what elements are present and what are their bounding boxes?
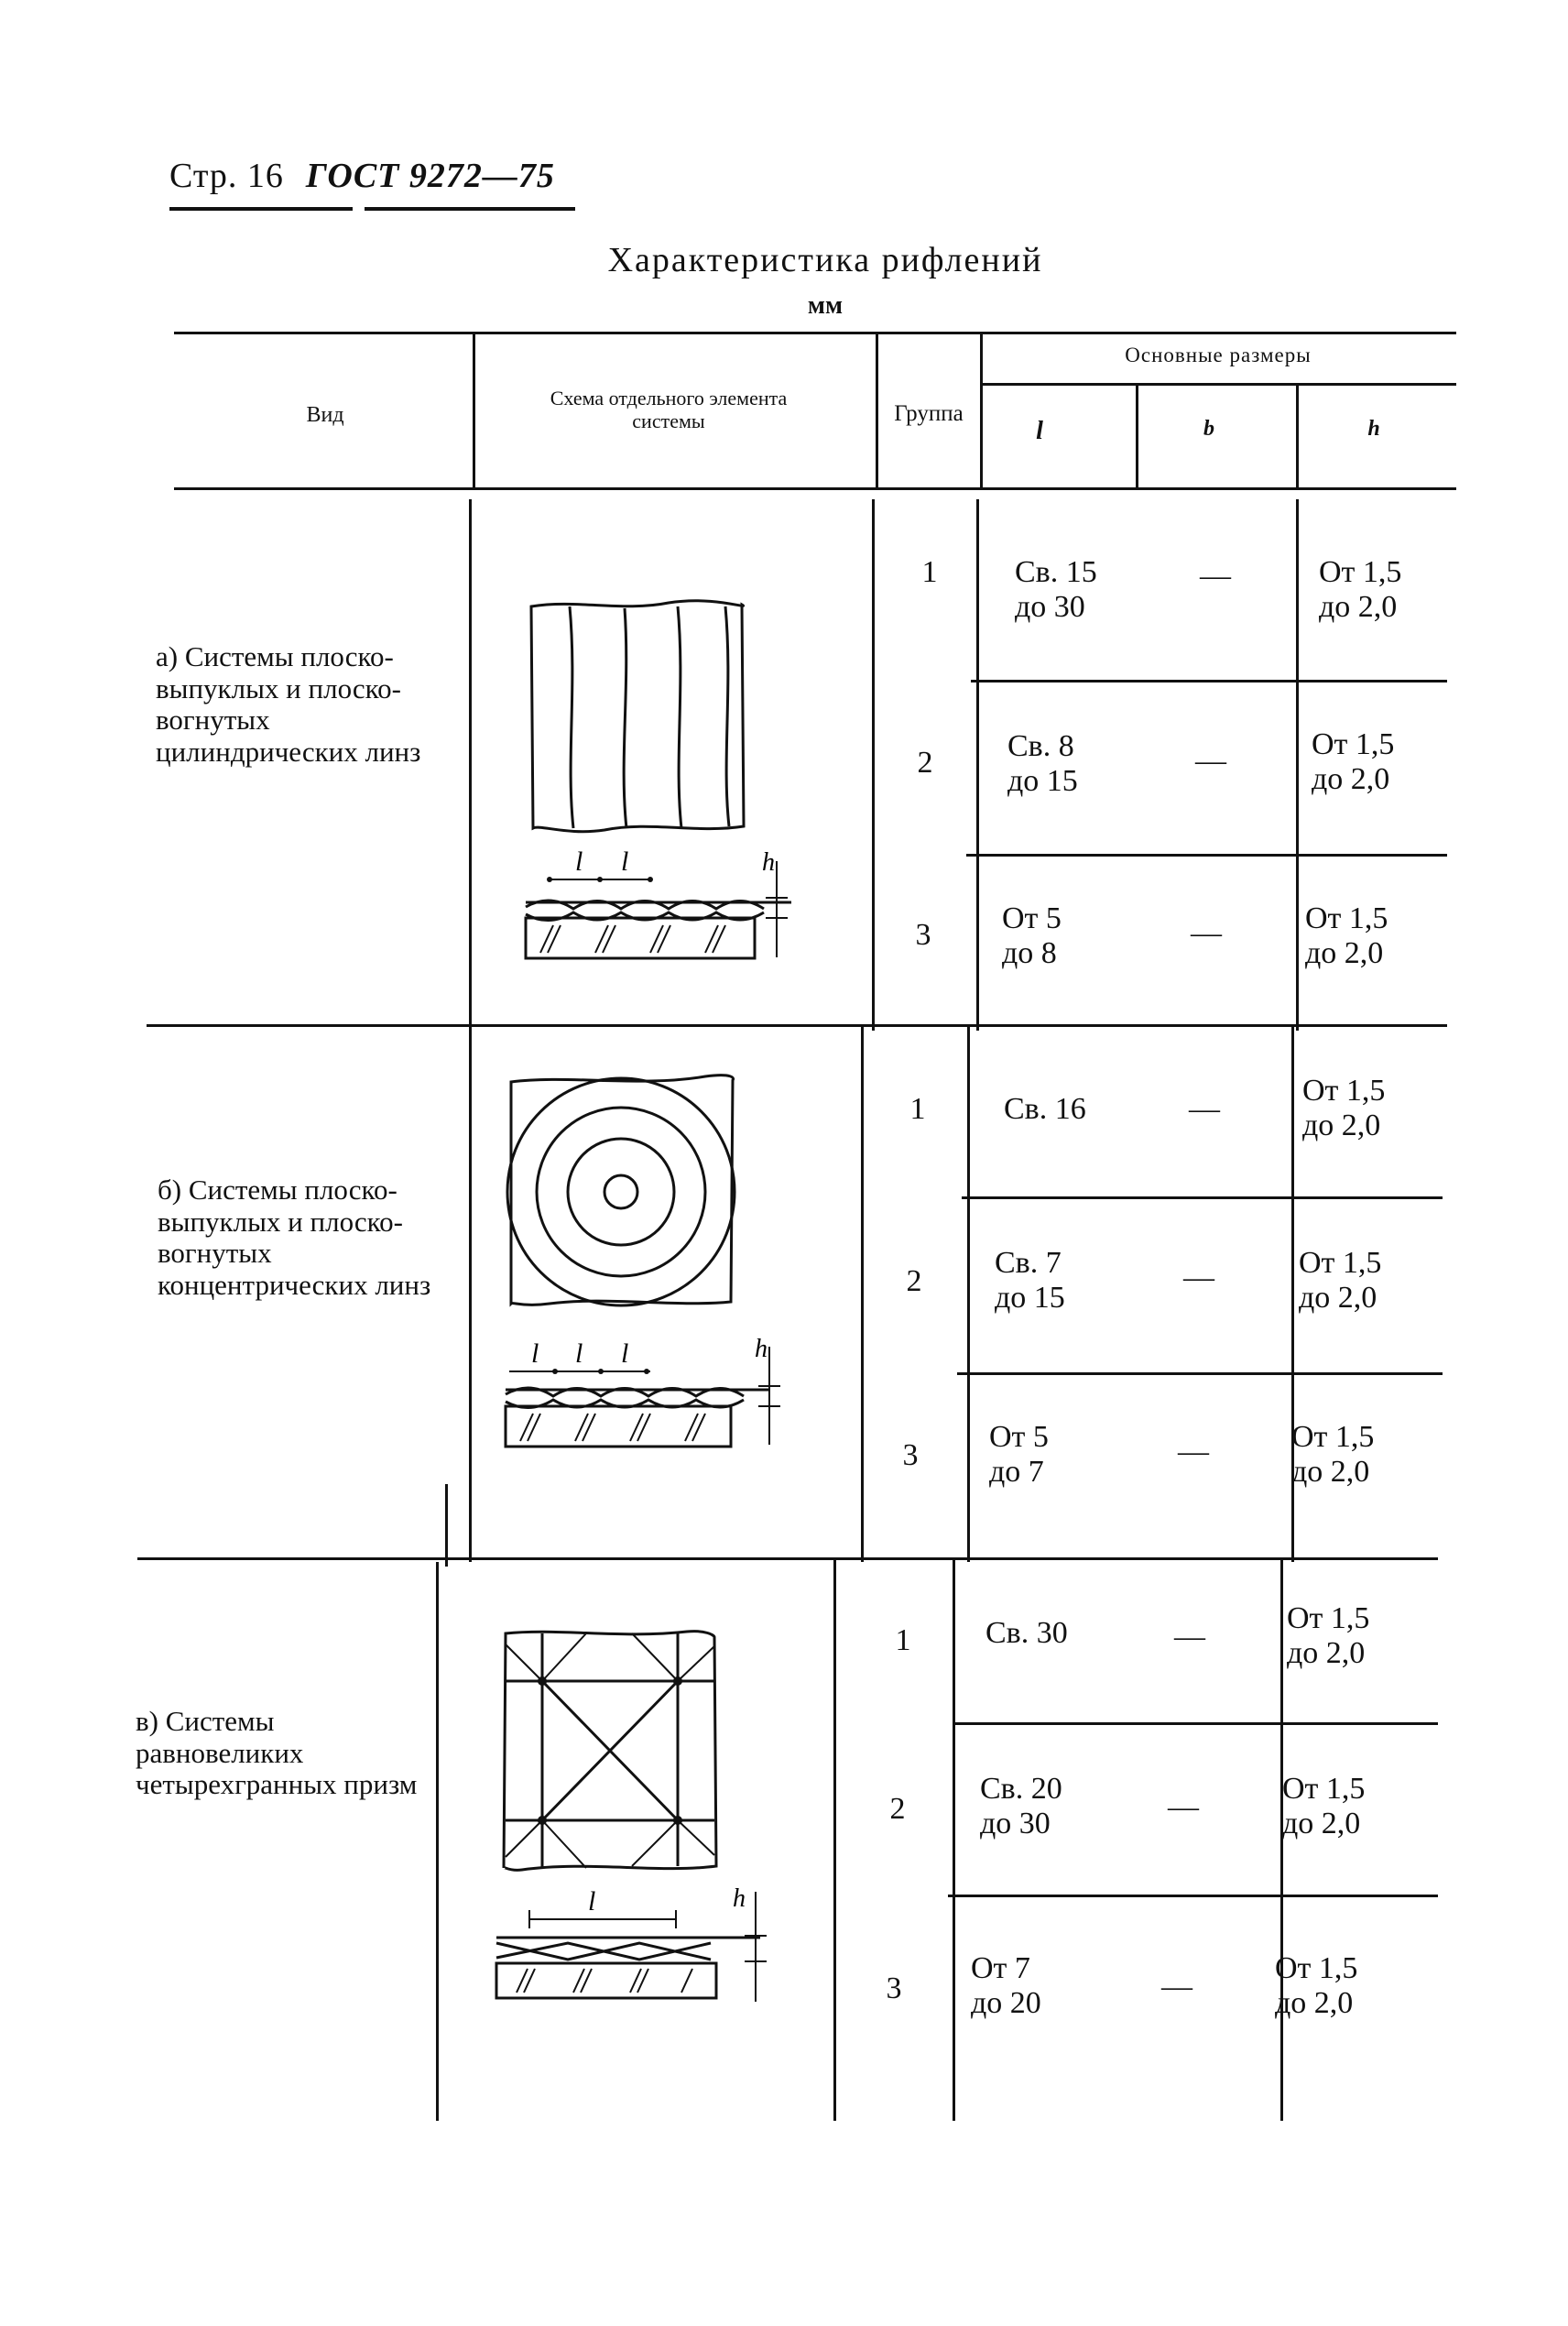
section-c-row3-h: От 1,5 до 2,0 bbox=[1275, 1951, 1358, 2021]
section-b-row2-group: 2 bbox=[906, 1264, 922, 1298]
section-a-row3-b: — bbox=[1191, 916, 1222, 950]
diagram-a-label-l2: l bbox=[621, 846, 629, 877]
section-c-row3-b: — bbox=[1161, 1970, 1192, 2004]
col-group-1 bbox=[976, 499, 979, 1031]
standard-number: ГОСТ 9272—75 bbox=[305, 157, 555, 195]
section-c-row1-b: — bbox=[1174, 1620, 1205, 1654]
section-b-row1-l: Св. 16 bbox=[1004, 1092, 1086, 1126]
col-vid-2 bbox=[445, 1484, 448, 1567]
col-group-2 bbox=[967, 1026, 970, 1562]
header-b: b bbox=[1203, 417, 1214, 441]
col-vid-3 bbox=[436, 1562, 439, 2121]
header-group: Группа bbox=[894, 401, 964, 426]
section-c-row2-h: От 1,5 до 2,0 bbox=[1282, 1772, 1366, 1841]
section-c-row1-l: Св. 30 bbox=[985, 1616, 1068, 1650]
header-underline-left bbox=[169, 207, 353, 211]
page-number: Стр. 16 bbox=[169, 157, 284, 195]
rule-sizes bbox=[982, 383, 1456, 386]
prism-diagram bbox=[485, 1626, 788, 2011]
table-unit: мм bbox=[807, 291, 844, 320]
section-c-row2-l: Св. 20 до 30 bbox=[980, 1772, 1062, 1841]
section-a-row2-h: От 1,5 до 2,0 bbox=[1312, 727, 1395, 797]
section-c-vid: в) Системы равновеликих четырехгранных призм bbox=[136, 1705, 418, 1801]
section-b-row3-group: 3 bbox=[902, 1438, 919, 1472]
col-group-header bbox=[980, 334, 983, 487]
rule-section-b bbox=[137, 1557, 1438, 1560]
section-c-row2-group: 2 bbox=[889, 1792, 906, 1826]
section-a-row1-h: От 1,5 до 2,0 bbox=[1319, 555, 1402, 625]
section-b-row3-h: От 1,5 до 2,0 bbox=[1291, 1420, 1375, 1490]
section-a-row1-l: Св. 15 до 30 bbox=[1015, 555, 1097, 625]
header-vid: Вид bbox=[306, 403, 344, 427]
section-b-row1-h: От 1,5 до 2,0 bbox=[1302, 1074, 1386, 1143]
section-c-row3-group: 3 bbox=[886, 1971, 902, 2005]
col-l-header bbox=[1136, 385, 1138, 487]
rule-c-2 bbox=[948, 1895, 1438, 1897]
diagram-a-label-l1: l bbox=[575, 846, 583, 877]
rule-c-1 bbox=[953, 1722, 1438, 1725]
section-a-row3-l: От 5 до 8 bbox=[1002, 901, 1062, 971]
col-b-header bbox=[1296, 385, 1299, 487]
section-a-row1-group: 1 bbox=[921, 555, 938, 589]
diagram-a-label-h: h bbox=[762, 848, 775, 877]
diagram-c-label-l: l bbox=[588, 1886, 596, 1916]
rule-top bbox=[174, 332, 1456, 334]
col-schema-1 bbox=[872, 499, 875, 1031]
col-b-1 bbox=[1296, 499, 1299, 1031]
page-header bbox=[169, 156, 555, 196]
section-b-row1-b: — bbox=[1189, 1092, 1220, 1126]
rule-b-2 bbox=[957, 1372, 1443, 1375]
section-a-row1-b: — bbox=[1200, 559, 1231, 593]
section-b-vid: б) Системы плоско-выпуклых и плоско-вогнутых концентрических линз bbox=[158, 1174, 431, 1302]
header-underline-right bbox=[365, 207, 575, 211]
rule-header-bottom bbox=[174, 487, 1456, 490]
section-c-row1-h: От 1,5 до 2,0 bbox=[1287, 1601, 1370, 1671]
col-schema-2 bbox=[861, 1026, 864, 1562]
header-basic-sizes: Основные размеры bbox=[1125, 344, 1312, 366]
header-l: l bbox=[1036, 417, 1043, 445]
diagram-b-label-h: h bbox=[755, 1335, 768, 1363]
rule-a-2 bbox=[966, 854, 1447, 857]
header-schema: Схема отдельного элемента системы bbox=[550, 387, 788, 433]
section-a-row2-l: Св. 8 до 15 bbox=[1007, 729, 1078, 799]
section-b-row3-l: От 5 до 7 bbox=[989, 1420, 1049, 1490]
section-b-row3-b: — bbox=[1178, 1435, 1209, 1469]
cylindrical-lens-diagram bbox=[513, 595, 815, 971]
rule-b-1 bbox=[962, 1196, 1443, 1199]
diagram-b-label-l2: l bbox=[575, 1338, 583, 1369]
concentric-lens-diagram bbox=[495, 1067, 806, 1461]
section-a-row3-h: От 1,5 до 2,0 bbox=[1305, 901, 1388, 971]
table-title: Характеристика рифлений bbox=[607, 241, 1043, 279]
section-a-vid: а) Системы плоско-выпуклых и плоско-вогнутых цилиндрических линз bbox=[156, 640, 421, 769]
section-b-row2-h: От 1,5 до 2,0 bbox=[1299, 1246, 1382, 1316]
col-schema-3 bbox=[833, 1557, 836, 2121]
col-group-3 bbox=[953, 1557, 955, 2121]
section-a-row2-b: — bbox=[1195, 744, 1226, 778]
diagram-b-label-l1: l bbox=[531, 1338, 539, 1369]
rule-a-1 bbox=[971, 680, 1447, 683]
diagram-c-label-h: h bbox=[733, 1884, 746, 1913]
rule-section-a bbox=[147, 1024, 1447, 1027]
section-c-row3-l: От 7 до 20 bbox=[971, 1951, 1041, 2021]
section-c-row1-group: 1 bbox=[895, 1623, 911, 1657]
col-vid-1 bbox=[469, 499, 472, 1562]
section-b-row1-group: 1 bbox=[909, 1092, 926, 1126]
header-h: h bbox=[1367, 417, 1380, 441]
section-b-row2-l: Св. 7 до 15 bbox=[995, 1246, 1065, 1316]
col-vid-header bbox=[473, 334, 475, 487]
diagram-b-label-l3: l bbox=[621, 1338, 629, 1369]
section-a-row3-group: 3 bbox=[915, 918, 931, 952]
section-c-row2-b: — bbox=[1168, 1790, 1199, 1824]
section-a-row2-group: 2 bbox=[917, 746, 933, 780]
section-b-row2-b: — bbox=[1183, 1261, 1214, 1294]
